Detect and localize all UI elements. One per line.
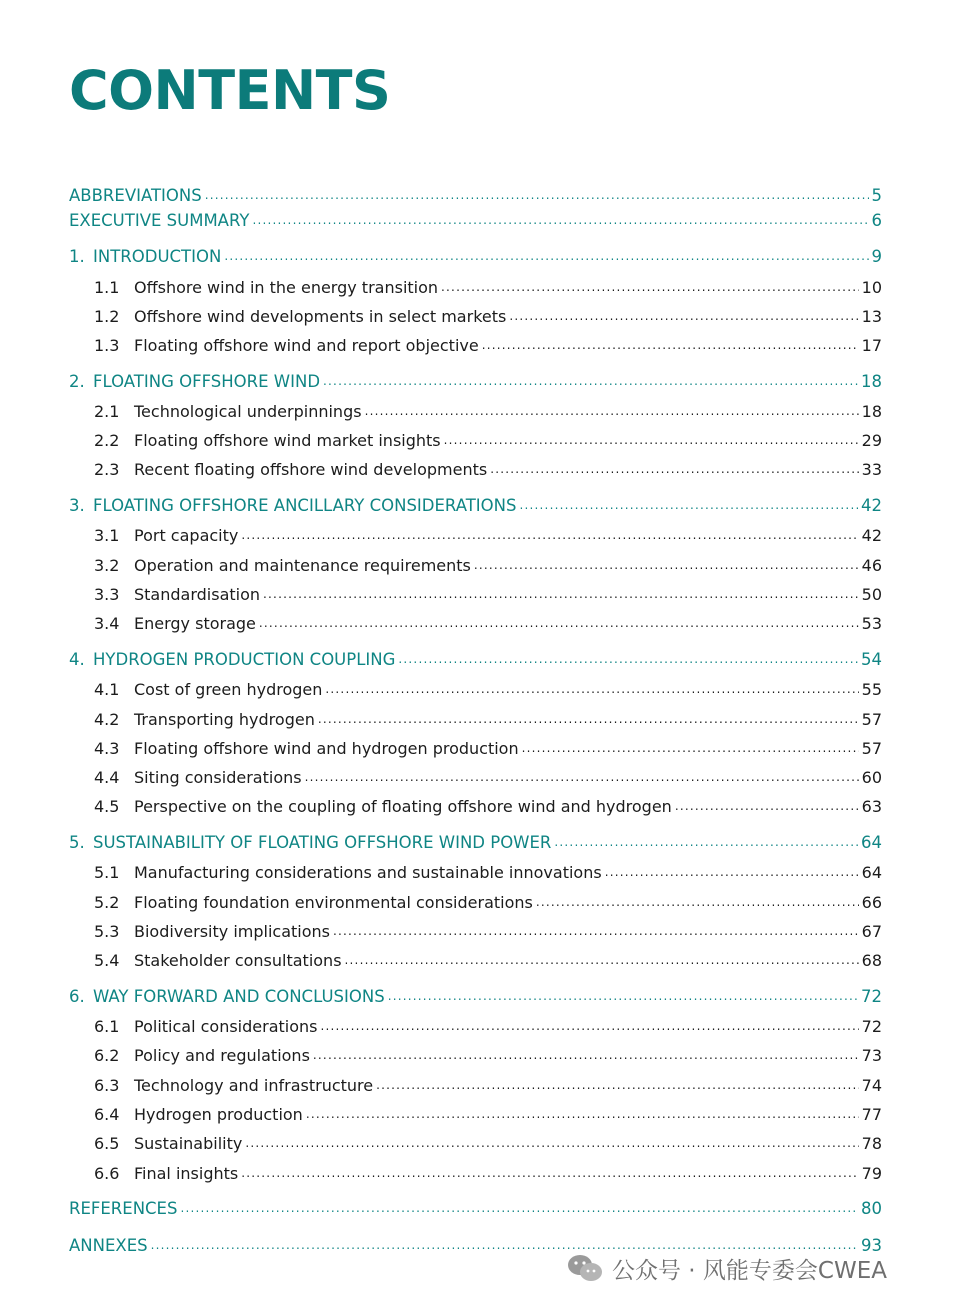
toc-entry-number: 3.4 [94, 614, 120, 633]
toc-subsection-row [94, 922, 882, 944]
toc-entry-number: 2.1 [94, 402, 120, 421]
watermark-text: 公众号 · 风能专委会CWEA [612, 1257, 888, 1284]
toc-entry-number: 1.2 [94, 307, 120, 326]
toc-entry-number: 3.2 [94, 556, 120, 575]
dot-leader [245, 1136, 858, 1150]
dot-leader [205, 188, 869, 202]
toc-page-number: 63 [861, 797, 882, 816]
toc-entry-title: Hydrogen production [134, 1105, 303, 1124]
toc-page-number: 5 [871, 186, 882, 205]
dot-leader [325, 682, 858, 696]
toc-entry-number: 3. [69, 496, 85, 515]
toc-page-number: 18 [861, 372, 882, 391]
toc-page-number: 57 [861, 710, 882, 729]
toc-page-number: 33 [861, 460, 882, 479]
dot-leader [333, 924, 859, 938]
toc-page-number: 18 [861, 402, 882, 421]
toc-entry-number: 1. [69, 247, 85, 266]
toc-subsection-row [94, 1105, 882, 1127]
toc-subsection-row [94, 526, 882, 548]
dot-leader [605, 865, 859, 879]
toc-page-number: 93 [861, 1236, 882, 1255]
dot-leader [554, 835, 858, 849]
toc-entry-title: Floating offshore wind market insights [134, 431, 441, 450]
toc-entry-title: Operation and maintenance requirements [134, 556, 471, 575]
toc-entry-title: Technological underpinnings [134, 402, 362, 421]
toc-entry-title: WAY FORWARD AND CONCLUSIONS [93, 987, 385, 1006]
toc-entry-title: Floating offshore wind and report objective [134, 336, 479, 355]
toc-entry-title: Manufacturing considerations and sustainable innovations [134, 863, 602, 882]
toc-page-number: 72 [861, 1017, 882, 1036]
toc-entry-number: 3.3 [94, 585, 120, 604]
toc-page-number: 42 [861, 496, 882, 515]
toc-page-number: 42 [861, 526, 882, 545]
toc-page-number: 55 [861, 680, 882, 699]
toc-page-number: 60 [861, 768, 882, 787]
dot-leader [490, 462, 858, 476]
toc-page-number: 66 [861, 893, 882, 912]
dot-leader [345, 953, 859, 967]
toc-entry-title: Final insights [134, 1164, 239, 1183]
toc-section-row [69, 987, 882, 1009]
toc-page-number: 80 [861, 1199, 882, 1218]
toc-entry-title: ABBREVIATIONS [69, 186, 202, 205]
dot-leader [224, 249, 868, 263]
dot-leader [313, 1048, 859, 1062]
toc-entry-number: 6. [69, 987, 85, 1006]
toc-subsection-row [94, 893, 882, 915]
toc-page-number: 68 [861, 951, 882, 970]
toc-entry-title: Political considerations [134, 1017, 318, 1036]
toc-subsection-row [94, 1076, 882, 1098]
toc-page-number: 54 [861, 650, 882, 669]
toc-entry-number: 5.3 [94, 922, 120, 941]
toc-entry-number: 6.2 [94, 1046, 120, 1065]
toc-page-number: 53 [861, 614, 882, 633]
dot-leader [519, 498, 858, 512]
toc-page-number: 64 [861, 863, 882, 882]
toc-entry-number: 6.6 [94, 1164, 120, 1183]
page-title: CONTENTS [69, 59, 391, 122]
toc-section-row [69, 1199, 882, 1221]
toc-entry-number: 4.4 [94, 768, 120, 787]
toc-page-number: 64 [861, 833, 882, 852]
toc-entry-title: Transporting hydrogen [134, 710, 315, 729]
toc-section-row [69, 211, 882, 233]
toc-entry-number: 5.4 [94, 951, 120, 970]
toc-page-number: 46 [861, 556, 882, 575]
toc-entry-number: 4.3 [94, 739, 120, 758]
toc-entry-title: Cost of green hydrogen [134, 680, 323, 699]
dot-leader [536, 895, 859, 909]
toc-section-row [69, 650, 882, 672]
toc-page-number: 6 [871, 211, 882, 230]
toc-entry-number: 4.2 [94, 710, 120, 729]
toc-entry-title: Offshore wind developments in select markets [134, 307, 507, 326]
toc-entry-title: Offshore wind in the energy transition [134, 278, 439, 297]
dot-leader [398, 652, 858, 666]
dot-leader [320, 1019, 858, 1033]
toc-subsection-row [94, 278, 882, 300]
toc-entry-title: Technology and infrastructure [134, 1076, 374, 1095]
toc-entry-number: 1.1 [94, 278, 120, 297]
toc-entry-title: FLOATING OFFSHORE WIND [93, 372, 321, 391]
toc-entry-number: 4. [69, 650, 85, 669]
dot-leader [441, 280, 859, 294]
dot-leader [509, 309, 858, 323]
toc-entry-title: Floating offshore wind and hydrogen production [134, 739, 519, 758]
toc-subsection-row [94, 951, 882, 973]
toc-page-number: 50 [861, 585, 882, 604]
toc-entry-title: Perspective on the coupling of floating offshore wind and hydrogen [134, 797, 672, 816]
dot-leader [306, 1107, 859, 1121]
toc-page-number: 9 [871, 247, 882, 266]
toc-entry-number: 6.4 [94, 1105, 120, 1124]
toc-subsection-row [94, 797, 882, 819]
dot-leader [388, 989, 858, 1003]
toc-entry-title: Recent floating offshore wind developments [134, 460, 488, 479]
toc-subsection-row [94, 863, 882, 885]
toc-entry-number: 5.2 [94, 893, 120, 912]
toc-subsection-row [94, 307, 882, 329]
toc-subsection-row [94, 460, 882, 482]
toc-entry-number: 2. [69, 372, 85, 391]
toc-entry-title: SUSTAINABILITY OF FLOATING OFFSHORE WIND POWER [93, 833, 552, 852]
toc-entry-title: ANNEXES [69, 1236, 148, 1255]
watermark [566, 1250, 887, 1286]
toc-section-row [69, 833, 882, 855]
dot-leader [180, 1201, 858, 1215]
toc-page-number: 67 [861, 922, 882, 941]
toc-entry-title: REFERENCES [69, 1199, 178, 1218]
dot-leader [365, 404, 859, 418]
toc-entry-title: Siting considerations [134, 768, 302, 787]
toc-entry-title: EXECUTIVE SUMMARY [69, 211, 250, 230]
toc-entry-title: HYDROGEN PRODUCTION COUPLING [93, 650, 396, 669]
dot-leader [522, 741, 859, 755]
dot-leader [376, 1078, 859, 1092]
toc-page-number: 72 [861, 987, 882, 1006]
dot-leader [259, 616, 859, 630]
dot-leader [675, 799, 859, 813]
toc-entry-title: Stakeholder consultations [134, 951, 342, 970]
toc-page-number: 74 [861, 1076, 882, 1095]
toc-page-number: 77 [861, 1105, 882, 1124]
toc-page-number: 79 [861, 1164, 882, 1183]
toc-subsection-row [94, 710, 882, 732]
toc-entry-title: Policy and regulations [134, 1046, 310, 1065]
toc-entry-title: Port capacity [134, 526, 239, 545]
toc-section-row [69, 496, 882, 518]
toc-subsection-row [94, 556, 882, 578]
dot-leader [305, 770, 859, 784]
toc-entry-title: Energy storage [134, 614, 256, 633]
toc-entry-number: 4.1 [94, 680, 120, 699]
toc-page-number: 29 [861, 431, 882, 450]
toc-entry-number: 4.5 [94, 797, 120, 816]
dot-leader [263, 587, 859, 601]
toc-section-row [69, 372, 882, 394]
dot-leader [482, 338, 859, 352]
toc-entry-title: Floating foundation environmental considerations [134, 893, 533, 912]
toc-subsection-row [94, 1046, 882, 1068]
toc-subsection-row [94, 336, 882, 358]
toc-section-row [69, 186, 882, 208]
toc-section-row [69, 247, 882, 269]
dot-leader [444, 433, 859, 447]
dot-leader [252, 213, 868, 227]
toc-entry-title: Biodiversity implications [134, 922, 330, 941]
toc-page-number: 57 [861, 739, 882, 758]
dot-leader [241, 1166, 858, 1180]
toc-subsection-row [94, 739, 882, 761]
toc-subsection-row [94, 680, 882, 702]
dot-leader [323, 374, 858, 388]
dot-leader [241, 528, 858, 542]
toc-entry-number: 6.5 [94, 1134, 120, 1153]
toc-entry-number: 2.3 [94, 460, 120, 479]
toc-entry-number: 2.2 [94, 431, 120, 450]
toc-entry-number: 5.1 [94, 863, 120, 882]
toc-subsection-row [94, 614, 882, 636]
toc-subsection-row [94, 585, 882, 607]
toc-page-number: 17 [861, 336, 882, 355]
wechat-icon [566, 1253, 604, 1283]
toc-subsection-row [94, 1134, 882, 1156]
toc-subsection-row [94, 1164, 882, 1186]
toc-subsection-row [94, 1017, 882, 1039]
toc-entry-number: 6.1 [94, 1017, 120, 1036]
toc-entry-number: 1.3 [94, 336, 120, 355]
toc-page-number: 13 [861, 307, 882, 326]
toc-entry-title: INTRODUCTION [93, 247, 222, 266]
toc-entry-title: Standardisation [134, 585, 261, 604]
toc-subsection-row [94, 768, 882, 790]
dot-leader [318, 712, 859, 726]
toc-entry-number: 6.3 [94, 1076, 120, 1095]
toc-subsection-row [94, 402, 882, 424]
toc-entry-number: 5. [69, 833, 85, 852]
toc-entry-title: Sustainability [134, 1134, 243, 1153]
toc-subsection-row [94, 431, 882, 453]
toc-page-number: 10 [861, 278, 882, 297]
toc-page-number: 73 [861, 1046, 882, 1065]
toc-page-number: 78 [861, 1134, 882, 1153]
dot-leader [474, 558, 859, 572]
toc-entry-title: FLOATING OFFSHORE ANCILLARY CONSIDERATIONS [93, 496, 517, 515]
toc-entry-number: 3.1 [94, 526, 120, 545]
